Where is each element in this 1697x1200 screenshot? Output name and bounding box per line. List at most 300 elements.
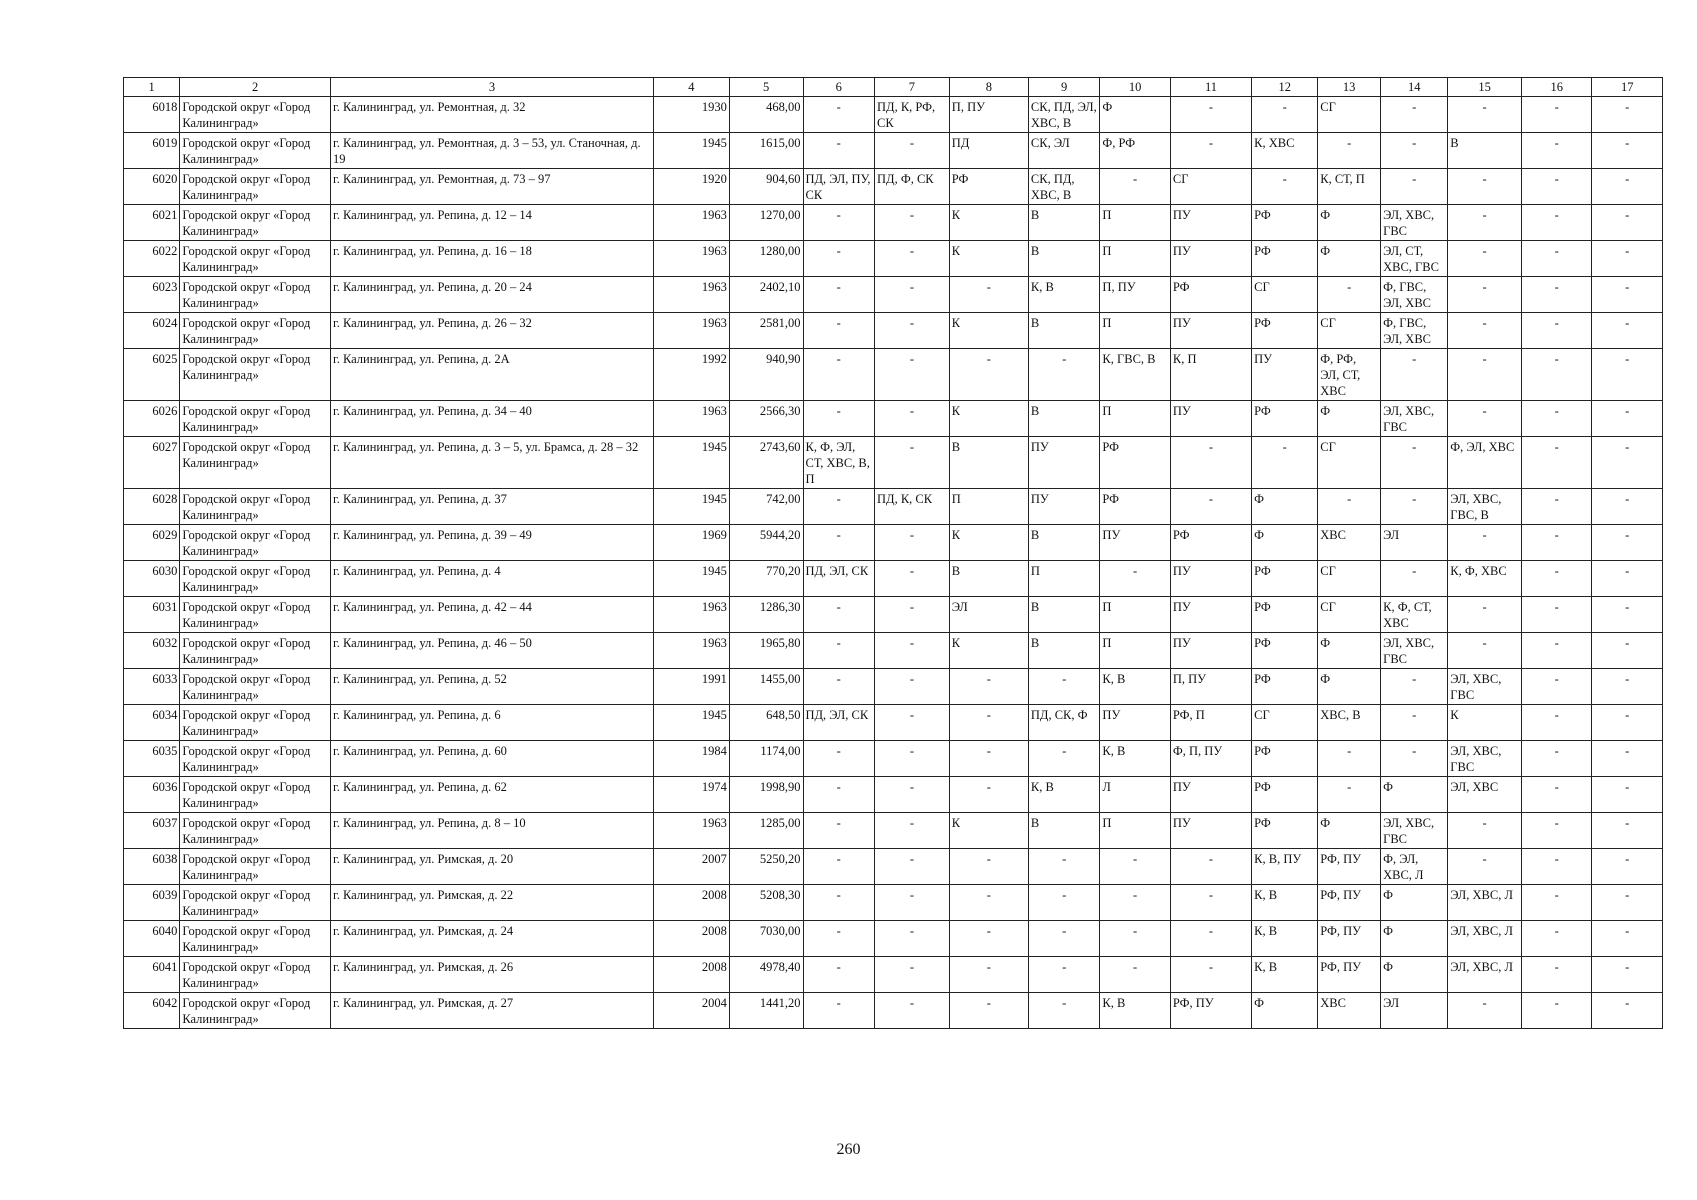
table-cell: - bbox=[1318, 133, 1381, 169]
table-cell: - bbox=[1521, 957, 1591, 993]
table-cell: 6019 bbox=[124, 133, 180, 169]
table-cell: 1963 bbox=[653, 813, 729, 849]
table-cell: г. Калининград, ул. Репина, д. 20 – 24 bbox=[330, 277, 653, 313]
table-cell: 6033 bbox=[124, 669, 180, 705]
table-cell: 1991 bbox=[653, 669, 729, 705]
table-cell: 1963 bbox=[653, 633, 729, 669]
table-cell: К, П bbox=[1170, 349, 1251, 401]
table-cell: г. Калининград, ул. Римская, д. 22 bbox=[330, 885, 653, 921]
table-row bbox=[124, 313, 1663, 349]
table-cell: Городской округ «Город Калининград» bbox=[180, 597, 331, 633]
table-cell: ПУ bbox=[1028, 489, 1100, 525]
table-cell: Городской округ «Город Калининград» bbox=[180, 169, 331, 205]
table-cell: Городской округ «Город Калининград» bbox=[180, 849, 331, 885]
table-cell: 6023 bbox=[124, 277, 180, 313]
table-cell: П bbox=[1100, 401, 1170, 437]
table-cell: Городской округ «Город Калининград» bbox=[180, 401, 331, 437]
table-row bbox=[124, 133, 1663, 169]
table-cell: - bbox=[1448, 313, 1522, 349]
table-cell: ПУ bbox=[1170, 633, 1251, 669]
table-cell: РФ bbox=[1252, 741, 1318, 777]
table-cell: В bbox=[949, 437, 1028, 489]
table-cell: - bbox=[1521, 313, 1591, 349]
table-cell: РФ bbox=[1100, 489, 1170, 525]
table-cell: ПД, ЭЛ, СК bbox=[803, 705, 875, 741]
table-cell: В bbox=[1028, 313, 1100, 349]
table-cell: К, ХВС bbox=[1252, 133, 1318, 169]
table-cell: - bbox=[1448, 525, 1522, 561]
table-cell: - bbox=[803, 277, 875, 313]
table-cell: Ф, РФ bbox=[1100, 133, 1170, 169]
table-cell: - bbox=[1521, 597, 1591, 633]
table-cell: ПУ bbox=[1170, 313, 1251, 349]
table-cell: - bbox=[1448, 849, 1522, 885]
table-cell: - bbox=[1448, 97, 1522, 133]
table-cell: - bbox=[803, 885, 875, 921]
column-header: 7 bbox=[875, 78, 950, 97]
table-cell: - bbox=[803, 525, 875, 561]
table-cell: 1963 bbox=[653, 313, 729, 349]
table-cell: ПУ bbox=[1170, 561, 1251, 597]
table-cell: - bbox=[1381, 561, 1448, 597]
table-cell: Городской округ «Город Калининград» bbox=[180, 133, 331, 169]
table-cell: 5250,20 bbox=[729, 849, 803, 885]
table-cell: 1441,20 bbox=[729, 993, 803, 1029]
table-cell: - bbox=[1521, 885, 1591, 921]
table-cell: Городской округ «Город Калининград» bbox=[180, 777, 331, 813]
table-cell: Ф bbox=[1381, 957, 1448, 993]
header-row bbox=[124, 78, 1663, 97]
table-cell: Городской округ «Город Калининград» bbox=[180, 561, 331, 597]
table-row bbox=[124, 597, 1663, 633]
table-cell: - bbox=[1592, 993, 1663, 1029]
table-cell: 2007 bbox=[653, 849, 729, 885]
table-cell: К, ГВС, В bbox=[1100, 349, 1170, 401]
table-cell: РФ bbox=[1252, 813, 1318, 849]
table-cell: ПД, Ф, СК bbox=[875, 169, 950, 205]
table-cell: - bbox=[1592, 401, 1663, 437]
table-cell: ЭЛ, ХВС, ГВС bbox=[1448, 741, 1522, 777]
table-cell: РФ bbox=[1252, 313, 1318, 349]
table-cell: - bbox=[1592, 133, 1663, 169]
table-cell: ЭЛ bbox=[1381, 993, 1448, 1029]
table-cell: ПУ bbox=[1170, 813, 1251, 849]
table-cell: - bbox=[1448, 401, 1522, 437]
table-cell: - bbox=[949, 849, 1028, 885]
table-cell: - bbox=[875, 561, 950, 597]
table-cell: - bbox=[1318, 489, 1381, 525]
table-cell: К bbox=[949, 241, 1028, 277]
table-cell: г. Калининград, ул. Репина, д. 46 – 50 bbox=[330, 633, 653, 669]
table-cell: В bbox=[1028, 205, 1100, 241]
table-cell: РФ, ПУ bbox=[1318, 849, 1381, 885]
column-header: 5 bbox=[729, 78, 803, 97]
table-cell: Городской округ «Город Калининград» bbox=[180, 741, 331, 777]
table-row bbox=[124, 921, 1663, 957]
table-cell: 2008 bbox=[653, 885, 729, 921]
table-cell: - bbox=[803, 313, 875, 349]
table-cell: Ф bbox=[1318, 241, 1381, 277]
table-cell: - bbox=[1592, 313, 1663, 349]
table-cell: - bbox=[875, 777, 950, 813]
table-cell: Городской округ «Город Калининград» bbox=[180, 489, 331, 525]
table-body bbox=[124, 97, 1663, 1029]
table-cell: - bbox=[1521, 669, 1591, 705]
table-row bbox=[124, 669, 1663, 705]
table-cell: - bbox=[875, 525, 950, 561]
table-cell: Городской округ «Город Калининград» bbox=[180, 241, 331, 277]
table-row bbox=[124, 633, 1663, 669]
table-cell: СГ bbox=[1252, 277, 1318, 313]
table-cell: 1270,00 bbox=[729, 205, 803, 241]
table-cell: СГ bbox=[1318, 313, 1381, 349]
table-cell: - bbox=[1592, 205, 1663, 241]
table-cell: - bbox=[875, 813, 950, 849]
table-cell: - bbox=[875, 597, 950, 633]
table-cell: 6041 bbox=[124, 957, 180, 993]
table-cell: ЭЛ, ХВС bbox=[1448, 777, 1522, 813]
table-cell: - bbox=[1381, 169, 1448, 205]
table-cell: - bbox=[1521, 401, 1591, 437]
table-cell: ПД, К, СК bbox=[875, 489, 950, 525]
table-row bbox=[124, 525, 1663, 561]
table-cell: - bbox=[1592, 97, 1663, 133]
table-cell: ЭЛ, ХВС, ГВС bbox=[1381, 401, 1448, 437]
document-page bbox=[123, 77, 1663, 1029]
table-cell: - bbox=[1170, 885, 1251, 921]
column-header: 3 bbox=[330, 78, 653, 97]
table-row bbox=[124, 205, 1663, 241]
table-cell: г. Калининград, ул. Репина, д. 34 – 40 bbox=[330, 401, 653, 437]
table-cell: г. Калининград, ул. Репина, д. 42 – 44 bbox=[330, 597, 653, 633]
table-cell: - bbox=[875, 669, 950, 705]
table-cell: 6030 bbox=[124, 561, 180, 597]
table-cell: СГ bbox=[1318, 97, 1381, 133]
table-cell: П bbox=[1100, 813, 1170, 849]
table-cell: Ф, РФ, ЭЛ, СТ, ХВС bbox=[1318, 349, 1381, 401]
table-row bbox=[124, 437, 1663, 489]
table-cell: П bbox=[1100, 597, 1170, 633]
table-cell: - bbox=[949, 669, 1028, 705]
table-cell: - bbox=[1028, 669, 1100, 705]
table-cell: СК, ПД, ХВС, В bbox=[1028, 169, 1100, 205]
table-cell: - bbox=[1592, 669, 1663, 705]
table-cell: 2566,30 bbox=[729, 401, 803, 437]
table-cell: - bbox=[1592, 921, 1663, 957]
table-cell: П, ПУ bbox=[1100, 277, 1170, 313]
table-cell: ЭЛ, ХВС, ГВС bbox=[1381, 205, 1448, 241]
table-cell: - bbox=[1521, 633, 1591, 669]
table-cell: Ф bbox=[1381, 921, 1448, 957]
table-cell: - bbox=[1170, 489, 1251, 525]
table-cell: - bbox=[1448, 241, 1522, 277]
table-cell: - bbox=[1100, 849, 1170, 885]
table-cell: П bbox=[949, 489, 1028, 525]
table-cell: г. Калининград, ул. Репина, д. 8 – 10 bbox=[330, 813, 653, 849]
table-cell: - bbox=[875, 633, 950, 669]
table-cell: Ф, ЭЛ, ХВС, Л bbox=[1381, 849, 1448, 885]
table-cell: - bbox=[1448, 349, 1522, 401]
table-cell: 2008 bbox=[653, 921, 729, 957]
table-cell: 2008 bbox=[653, 957, 729, 993]
table-cell: В bbox=[949, 561, 1028, 597]
table-cell: 1963 bbox=[653, 597, 729, 633]
table-cell: ПД, К, РФ, СК bbox=[875, 97, 950, 133]
table-cell: Ф bbox=[1381, 777, 1448, 813]
table-cell: - bbox=[1028, 849, 1100, 885]
table-cell: 2004 bbox=[653, 993, 729, 1029]
table-cell: - bbox=[1521, 133, 1591, 169]
table-cell: Ф bbox=[1318, 813, 1381, 849]
table-cell: В bbox=[1028, 525, 1100, 561]
table-cell: В bbox=[1028, 597, 1100, 633]
table-cell: Ф bbox=[1100, 97, 1170, 133]
table-cell: 6039 bbox=[124, 885, 180, 921]
table-cell: - bbox=[875, 205, 950, 241]
table-cell: К bbox=[1448, 705, 1522, 741]
table-cell: 468,00 bbox=[729, 97, 803, 133]
table-cell: - bbox=[1381, 349, 1448, 401]
column-header: 11 bbox=[1170, 78, 1251, 97]
table-cell: П bbox=[1100, 205, 1170, 241]
table-cell: В bbox=[1028, 241, 1100, 277]
table-cell: - bbox=[1448, 169, 1522, 205]
table-cell: Городской округ «Город Калининград» bbox=[180, 669, 331, 705]
table-cell: - bbox=[1448, 993, 1522, 1029]
table-cell: ПД, ЭЛ, СК bbox=[803, 561, 875, 597]
table-cell: - bbox=[949, 957, 1028, 993]
table-cell: - bbox=[1521, 437, 1591, 489]
table-cell: - bbox=[803, 849, 875, 885]
table-cell: г. Калининград, ул. Репина, д. 60 bbox=[330, 741, 653, 777]
table-cell: 1945 bbox=[653, 437, 729, 489]
column-header: 17 bbox=[1592, 78, 1663, 97]
table-cell: - bbox=[1521, 921, 1591, 957]
table-cell: РФ bbox=[1170, 277, 1251, 313]
column-header: 2 bbox=[180, 78, 331, 97]
table-row bbox=[124, 349, 1663, 401]
table-cell: Городской округ «Город Калининград» bbox=[180, 813, 331, 849]
table-cell: - bbox=[1521, 277, 1591, 313]
table-cell: К, В bbox=[1028, 277, 1100, 313]
table-cell: ПУ bbox=[1170, 205, 1251, 241]
table-cell: - bbox=[875, 957, 950, 993]
table-cell: - bbox=[1170, 849, 1251, 885]
table-cell: К, Ф, ХВС bbox=[1448, 561, 1522, 597]
table-cell: РФ, ПУ bbox=[1170, 993, 1251, 1029]
page-number: 260 bbox=[836, 1141, 861, 1158]
table-cell: г. Калининград, ул. Ремонтная, д. 32 bbox=[330, 97, 653, 133]
table-cell: - bbox=[1521, 169, 1591, 205]
table-cell: - bbox=[803, 97, 875, 133]
table-cell: ХВС bbox=[1318, 525, 1381, 561]
table-cell: - bbox=[1592, 813, 1663, 849]
table-cell: - bbox=[803, 633, 875, 669]
table-row bbox=[124, 97, 1663, 133]
table-cell: - bbox=[1252, 97, 1318, 133]
table-cell: - bbox=[1100, 957, 1170, 993]
table-cell: 6022 bbox=[124, 241, 180, 277]
table-cell: - bbox=[1521, 349, 1591, 401]
table-cell: 1945 bbox=[653, 705, 729, 741]
table-cell: К bbox=[949, 813, 1028, 849]
table-cell: - bbox=[1448, 597, 1522, 633]
table-cell: 4978,40 bbox=[729, 957, 803, 993]
table-cell: - bbox=[803, 401, 875, 437]
table-cell: Ф bbox=[1318, 669, 1381, 705]
table-cell: ЭЛ bbox=[949, 597, 1028, 633]
table-cell: РФ, ПУ bbox=[1318, 921, 1381, 957]
table-cell: г. Калининград, ул. Ремонтная, д. 73 – 97 bbox=[330, 169, 653, 205]
table-cell: - bbox=[803, 957, 875, 993]
table-cell: 7030,00 bbox=[729, 921, 803, 957]
table-row bbox=[124, 741, 1663, 777]
table-cell: Ф bbox=[1252, 993, 1318, 1029]
table-cell: РФ bbox=[1252, 241, 1318, 277]
table-cell: 648,50 bbox=[729, 705, 803, 741]
table-cell: 6024 bbox=[124, 313, 180, 349]
table-cell: ПД bbox=[949, 133, 1028, 169]
table-cell: 1920 bbox=[653, 169, 729, 205]
column-header: 14 bbox=[1381, 78, 1448, 97]
table-cell: 5208,30 bbox=[729, 885, 803, 921]
table-row bbox=[124, 813, 1663, 849]
table-cell: - bbox=[1521, 97, 1591, 133]
table-cell: - bbox=[1521, 777, 1591, 813]
table-row bbox=[124, 705, 1663, 741]
table-cell: - bbox=[949, 741, 1028, 777]
table-cell: РФ bbox=[1100, 437, 1170, 489]
table-cell: 6027 bbox=[124, 437, 180, 489]
table-cell: 6042 bbox=[124, 993, 180, 1029]
table-cell: К, В, ПУ bbox=[1252, 849, 1318, 885]
table-cell: 6031 bbox=[124, 597, 180, 633]
table-cell: 940,90 bbox=[729, 349, 803, 401]
table-cell: - bbox=[1521, 205, 1591, 241]
table-cell: ЭЛ, ХВС, ГВС bbox=[1381, 813, 1448, 849]
table-cell: ПУ bbox=[1100, 705, 1170, 741]
table-cell: РФ bbox=[949, 169, 1028, 205]
table-cell: П, ПУ bbox=[949, 97, 1028, 133]
table-cell: - bbox=[875, 437, 950, 489]
table-cell: К, В bbox=[1100, 993, 1170, 1029]
table-cell: К bbox=[949, 313, 1028, 349]
table-cell: СГ bbox=[1318, 437, 1381, 489]
table-cell: г. Калининград, ул. Репина, д. 16 – 18 bbox=[330, 241, 653, 277]
table-cell: - bbox=[875, 313, 950, 349]
table-cell: 1455,00 bbox=[729, 669, 803, 705]
table-cell: г. Калининград, ул. Репина, д. 37 bbox=[330, 489, 653, 525]
table-cell: ЭЛ, ХВС, Л bbox=[1448, 921, 1522, 957]
table-cell: РФ bbox=[1252, 401, 1318, 437]
table-cell: - bbox=[1592, 705, 1663, 741]
table-cell: - bbox=[1521, 489, 1591, 525]
table-cell: - bbox=[1170, 97, 1251, 133]
table-cell: СГ bbox=[1318, 561, 1381, 597]
table-cell: 1285,00 bbox=[729, 813, 803, 849]
table-cell: - bbox=[875, 885, 950, 921]
table-cell: ЭЛ, ХВС, ГВС bbox=[1448, 669, 1522, 705]
table-cell: - bbox=[875, 741, 950, 777]
table-cell: 6020 bbox=[124, 169, 180, 205]
table-cell: г. Калининград, ул. Репина, д. 39 – 49 bbox=[330, 525, 653, 561]
table-cell: ПУ bbox=[1170, 401, 1251, 437]
table-cell: Ф bbox=[1318, 401, 1381, 437]
table-cell: РФ bbox=[1252, 561, 1318, 597]
table-cell: - bbox=[1448, 205, 1522, 241]
table-cell: - bbox=[1592, 561, 1663, 597]
table-cell: П, ПУ bbox=[1170, 669, 1251, 705]
table-cell: - bbox=[1448, 277, 1522, 313]
table-cell: 6035 bbox=[124, 741, 180, 777]
table-cell: Городской округ «Город Калининград» bbox=[180, 885, 331, 921]
table-cell: - bbox=[875, 349, 950, 401]
table-cell: 1992 bbox=[653, 349, 729, 401]
table-cell: Ф bbox=[1252, 489, 1318, 525]
table-cell: г. Калининград, ул. Репина, д. 26 – 32 bbox=[330, 313, 653, 349]
table-cell: СГ bbox=[1170, 169, 1251, 205]
table-cell: ЭЛ, СТ, ХВС, ГВС bbox=[1381, 241, 1448, 277]
table-cell: СГ bbox=[1252, 705, 1318, 741]
table-row bbox=[124, 561, 1663, 597]
table-cell: 1930 bbox=[653, 97, 729, 133]
table-cell: 1963 bbox=[653, 241, 729, 277]
table-cell: 6026 bbox=[124, 401, 180, 437]
column-header: 8 bbox=[949, 78, 1028, 97]
table-row bbox=[124, 849, 1663, 885]
table-cell: г. Калининград, ул. Римская, д. 27 bbox=[330, 993, 653, 1029]
table-cell: ЭЛ, ХВС, Л bbox=[1448, 885, 1522, 921]
table-cell: ПУ bbox=[1100, 525, 1170, 561]
table-cell: К, В bbox=[1100, 669, 1170, 705]
table-cell: В bbox=[1028, 633, 1100, 669]
table-cell: ПУ bbox=[1170, 241, 1251, 277]
table-row bbox=[124, 957, 1663, 993]
table-cell: Городской округ «Город Калининград» bbox=[180, 313, 331, 349]
table-cell: РФ bbox=[1170, 525, 1251, 561]
table-cell: - bbox=[803, 133, 875, 169]
column-header: 1 bbox=[124, 78, 180, 97]
table-cell: П bbox=[1100, 633, 1170, 669]
table-cell: - bbox=[1028, 921, 1100, 957]
table-cell: - bbox=[1028, 957, 1100, 993]
table-cell: - bbox=[875, 277, 950, 313]
table-cell: - bbox=[803, 349, 875, 401]
table-cell: 904,60 bbox=[729, 169, 803, 205]
table-cell: - bbox=[1170, 921, 1251, 957]
table-cell: - bbox=[1381, 705, 1448, 741]
table-row bbox=[124, 169, 1663, 205]
table-cell: - bbox=[949, 993, 1028, 1029]
table-cell: - bbox=[1592, 597, 1663, 633]
table-cell: СК, ЭЛ bbox=[1028, 133, 1100, 169]
table-cell: 1965,80 bbox=[729, 633, 803, 669]
table-cell: Ф, П, ПУ bbox=[1170, 741, 1251, 777]
table-cell: - bbox=[1381, 437, 1448, 489]
table-cell: г. Калининград, ул. Римская, д. 26 bbox=[330, 957, 653, 993]
table-row bbox=[124, 489, 1663, 525]
table-cell: - bbox=[875, 241, 950, 277]
table-cell: 1963 bbox=[653, 401, 729, 437]
table-cell: ПД, СК, Ф bbox=[1028, 705, 1100, 741]
table-cell: - bbox=[949, 777, 1028, 813]
table-cell: ЭЛ, ХВС, Л bbox=[1448, 957, 1522, 993]
table-cell: - bbox=[1592, 277, 1663, 313]
table-cell: РФ bbox=[1252, 669, 1318, 705]
table-cell: - bbox=[1521, 705, 1591, 741]
table-cell: ПУ bbox=[1170, 597, 1251, 633]
table-cell: СГ bbox=[1318, 597, 1381, 633]
